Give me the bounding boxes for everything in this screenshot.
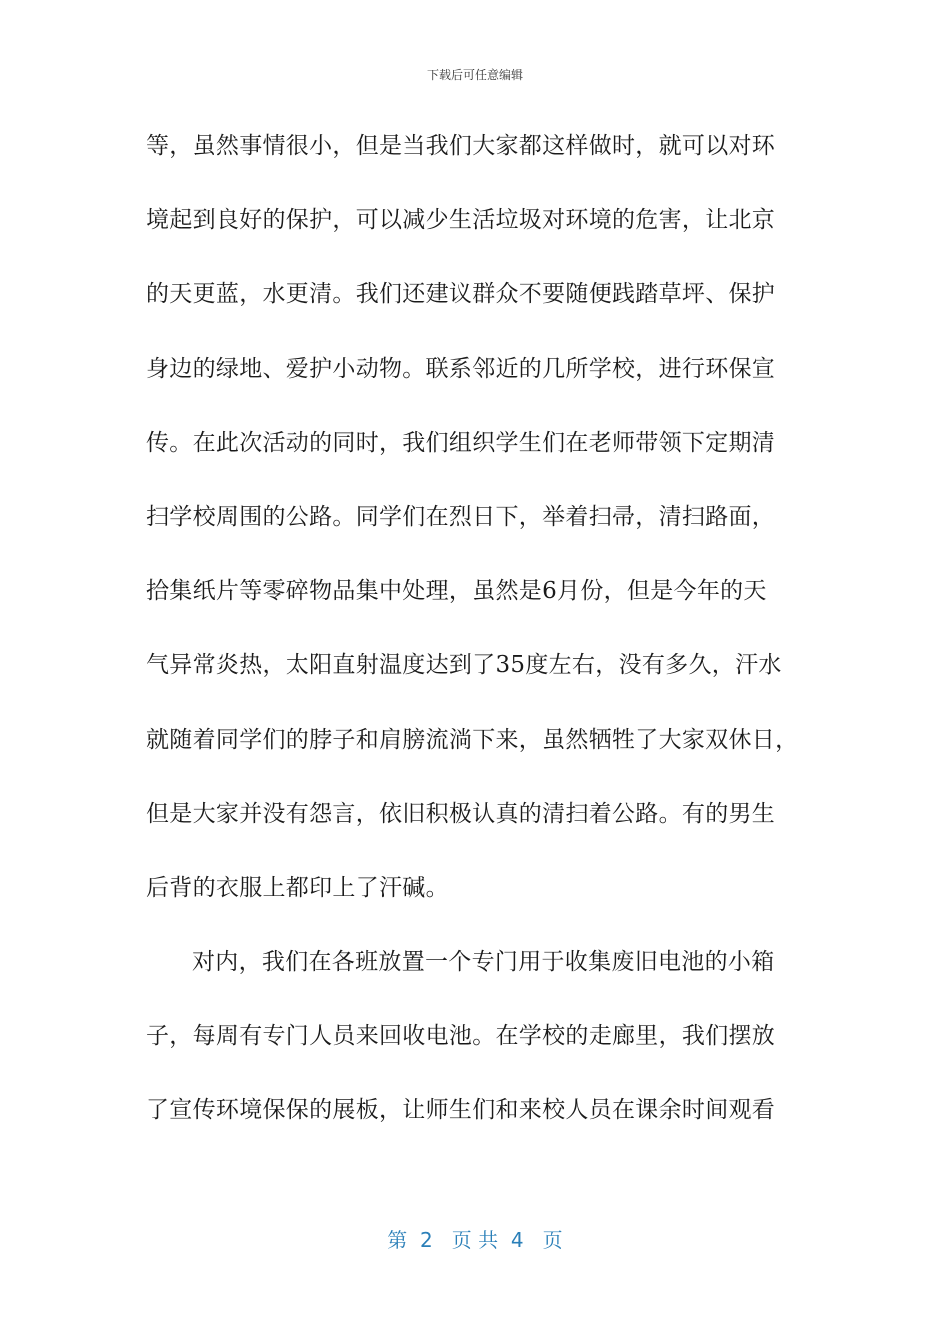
text-line: 就随着同学们的脖子和肩膀流淌下来，虽然牺牲了大家双休日，	[146, 726, 799, 753]
text-line: 扫学校周围的公路。同学们在烈日下，举着扫帚，清扫路面，	[146, 503, 776, 530]
text-line: 传。在此次活动的同时，我们组织学生们在老师带领下定期清	[146, 429, 776, 456]
text-line: 了宣传环境保保的展板，让师生们和来校人员在课余时间观看	[146, 1097, 776, 1124]
text-line: 身边的绿地、爱护小动物。联系邻近的几所学校，进行环保宣	[146, 355, 776, 382]
text-line: 等，虽然事情很小，但是当我们大家都这样做时，就可以对环	[146, 133, 776, 159]
text-line: 气异常炎热，太阳直射温度达到了35度左右，没有多久，汗水	[146, 652, 782, 679]
paragraph-first-line: 对内，我们在各班放置一个专门用于收集废旧电池的小箱	[192, 949, 775, 976]
text-line: 境起到良好的保护，可以减少生活垃圾对环境的危害，让北京	[146, 207, 776, 234]
text-line: 的天更蓝，水更清。我们还建议群众不要随便践踏草坪、保护	[146, 281, 776, 308]
text-line: 但是大家并没有怨言，依旧积极认真的清扫着公路。有的男生	[146, 800, 776, 827]
text-line: 子，每周有专门人员来回收电池。在学校的走廊里，我们摆放	[146, 1023, 776, 1050]
text-line: 后背的衣服上都印上了汗碱。	[146, 874, 449, 901]
page-number-footer: 第 2 页 共 4 页	[387, 1228, 563, 1252]
page-header-note: 下载后可任意编辑	[426, 68, 523, 82]
document-body	[146, 120, 826, 1159]
text-line: 拾集纸片等零碎物品集中处理，虽然是6月份，但是今年的天	[146, 578, 767, 605]
